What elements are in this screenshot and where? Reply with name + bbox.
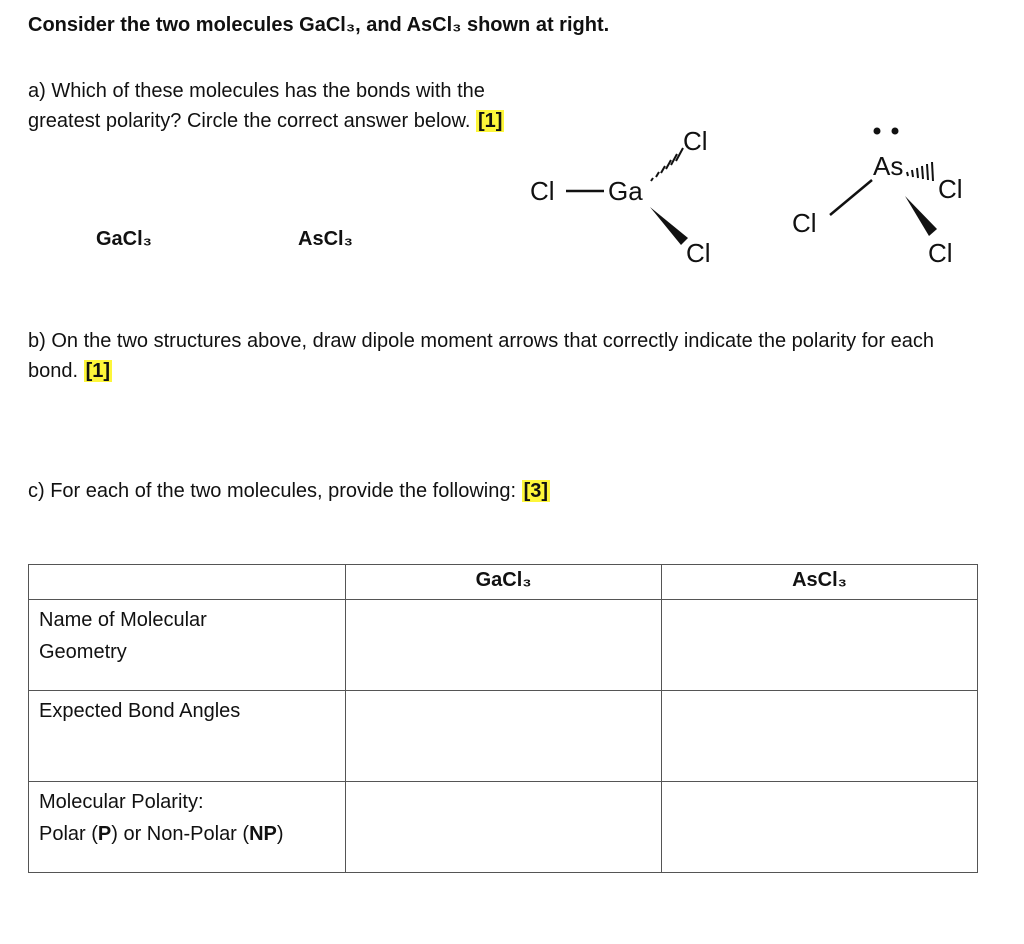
ascl3-as: As — [873, 151, 904, 181]
gacl3-left-cl: Cl — [530, 176, 555, 206]
question-c — [28, 476, 550, 506]
table-header-blank — [29, 565, 346, 600]
row-label-line: Polar (P) or Non-Polar (NP) — [39, 823, 284, 845]
question-a-text: a) Which of these molecules has the bonds with the greatest polarity? Circle the correct answer below. — [28, 80, 485, 132]
answer-cell-ascl3-angles[interactable] — [662, 691, 978, 782]
row-label-polarity — [29, 782, 346, 873]
choice-gacl3[interactable]: GaCl₃ — [96, 228, 152, 250]
question-b-points: [1] — [85, 360, 111, 382]
question-c-points: [3] — [523, 480, 549, 502]
gacl3-top-cl: Cl — [683, 126, 708, 156]
row-label-bond-angles — [29, 691, 346, 782]
ascl3-right-cl: Cl — [938, 174, 963, 204]
choice-ascl3[interactable]: AsCl₃ — [298, 228, 353, 250]
ascl3-structure — [792, 128, 963, 269]
question-a-points: [1] — [477, 110, 503, 132]
answer-cell-gacl3-geometry[interactable] — [346, 600, 662, 691]
page-title: Consider the two molecules GaCl₃, and AsCl₃ shown at right. — [28, 14, 610, 36]
row-label-geometry — [29, 600, 346, 691]
answer-cell-gacl3-angles[interactable] — [346, 691, 662, 782]
gacl3-ga: Ga — [608, 176, 643, 206]
answer-table — [28, 564, 978, 873]
gacl3-structure — [530, 126, 711, 268]
ascl3-bottom-cl: Cl — [928, 238, 953, 268]
table-row — [29, 600, 978, 691]
table-header-row — [29, 565, 978, 600]
ascl3-hashed-bond — [907, 162, 933, 181]
gacl3-wedge-bond — [650, 207, 688, 245]
gacl3-bottom-cl: Cl — [686, 238, 711, 268]
answer-cell-ascl3-geometry[interactable] — [662, 600, 978, 691]
ascl3-lone-pair-dot — [892, 128, 899, 135]
ascl3-wedge-bond — [905, 196, 937, 236]
answer-cell-gacl3-polarity[interactable] — [346, 782, 662, 873]
table-row — [29, 782, 978, 873]
answer-cell-ascl3-polarity[interactable] — [662, 782, 978, 873]
row-label-line: Name of Molecular — [39, 609, 207, 631]
gacl3-hashed-bond — [651, 148, 683, 181]
molecule-structures — [0, 0, 1024, 300]
question-c-text: c) For each of the two molecules, provide the following: — [28, 480, 517, 502]
question-b — [28, 326, 948, 386]
table-row — [29, 691, 978, 782]
ascl3-left-bond — [830, 180, 872, 215]
ascl3-lone-pair-dot — [874, 128, 881, 135]
row-label-line: Molecular Polarity: — [39, 791, 204, 813]
table-header-ascl3: AsCl₃ — [662, 565, 978, 600]
ascl3-left-cl: Cl — [792, 208, 817, 238]
row-label-line: Geometry — [39, 641, 127, 663]
question-b-text: b) On the two structures above, draw dipole moment arrows that correctly indicate the polarity for each bond. — [28, 330, 934, 382]
row-label-line: Expected Bond Angles — [39, 700, 241, 722]
table-header-gacl3: GaCl₃ — [346, 565, 662, 600]
